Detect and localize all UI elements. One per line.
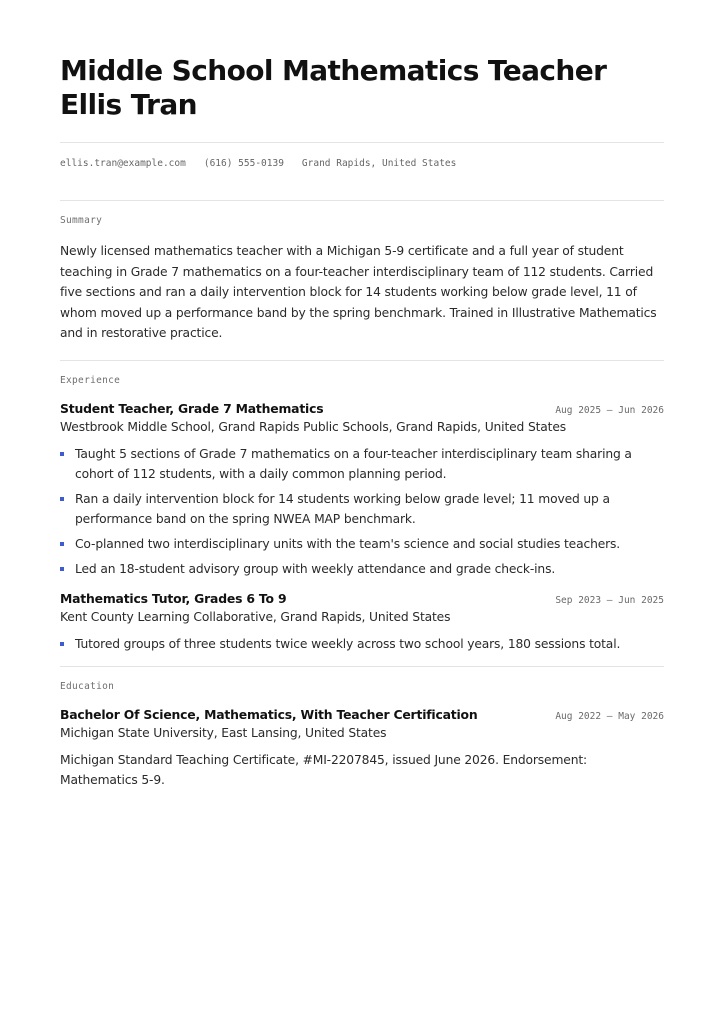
entry-header	[60, 590, 664, 608]
list-item	[60, 559, 664, 579]
bullet-icon	[60, 452, 64, 456]
resume-page	[60, 54, 664, 790]
contact-email[interactable]: ellis.tran@example.com	[60, 158, 186, 169]
section-label-summary: Summary	[60, 215, 103, 226]
bullet-text: Co-planned two interdisciplinary units with the team's science and social studies teachers.	[75, 537, 621, 552]
bullet-text: Led an 18-student advisory group with weekly attendance and grade check-ins.	[75, 562, 556, 577]
entry-organization: Michigan State University, East Lansing, United States	[60, 725, 387, 740]
entry-header	[60, 400, 664, 418]
entry-bullet-list	[60, 634, 664, 654]
list-item	[60, 489, 664, 530]
education-entry	[60, 706, 664, 791]
page-title: Middle School Mathematics Teacher Ellis Tran	[60, 54, 607, 121]
education-section	[60, 680, 664, 791]
bullet-icon	[60, 567, 64, 571]
summary-text: Newly licensed mathematics teacher with a Michigan 5-9 certificate and a full year of student teaching in Grade 7 mathematics on a four-teacher interdisciplinary team of 112 students. Carried five sections and ran a daily intervention block for 14 students working below grade level, 11 of whom moved up a performance band by the spring benchmark. Trained in Illustrative Mathematics and in restorative practice.	[60, 244, 657, 341]
entry-bullet-list	[60, 444, 664, 580]
bullet-icon	[60, 542, 64, 546]
contact-phone[interactable]: (616) 555-0139	[203, 158, 284, 169]
experience-divider	[60, 666, 664, 667]
contact-info	[60, 157, 664, 171]
entry-note: Michigan Standard Teaching Certificate, #MI-2207845, issued June 2026. Endorsement: Mathematics 5-9.	[60, 752, 588, 788]
entry-organization: Westbrook Middle School, Grand Rapids Public Schools, Grand Rapids, United States	[60, 419, 567, 434]
entry-title: Student Teacher, Grade 7 Mathematics	[60, 400, 324, 416]
bullet-icon	[60, 642, 64, 646]
list-item	[60, 634, 664, 654]
list-item	[60, 534, 664, 554]
entry-dates: Sep 2023 – Jun 2025	[555, 594, 664, 606]
contact-location: Grand Rapids, United States	[301, 158, 457, 169]
contact-divider	[60, 200, 664, 201]
experience-entry	[60, 400, 664, 580]
entry-organization: Kent County Learning Collaborative, Grand Rapids, United States	[60, 609, 451, 624]
entry-title: Mathematics Tutor, Grades 6 To 9	[60, 590, 287, 606]
summary-divider	[60, 360, 664, 361]
bullet-text: Taught 5 sections of Grade 7 mathematics on a four-teacher interdisciplinary team sharing a cohort of 112 students, with a daily common planning period.	[75, 446, 632, 482]
entry-title: Bachelor Of Science, Mathematics, With Teacher Certification	[60, 706, 478, 722]
experience-section	[60, 374, 664, 654]
bullet-text: Ran a daily intervention block for 14 students working below grade level; 11 moved up a performance band on the spring NWEA MAP benchmark.	[75, 492, 610, 527]
header-divider	[60, 142, 664, 143]
entry-dates: Aug 2025 – Jun 2026	[555, 404, 664, 416]
bullet-icon	[60, 497, 64, 501]
list-item	[60, 444, 664, 485]
entry-dates: Aug 2022 – May 2026	[555, 710, 664, 722]
experience-entry	[60, 590, 664, 654]
summary-section	[60, 214, 664, 344]
section-label-education: Education	[60, 680, 115, 692]
section-label-experience: Experience	[60, 374, 121, 386]
bullet-text: Tutored groups of three students twice weekly across two school years, 180 sessions total.	[75, 636, 621, 651]
entry-header	[60, 706, 664, 724]
